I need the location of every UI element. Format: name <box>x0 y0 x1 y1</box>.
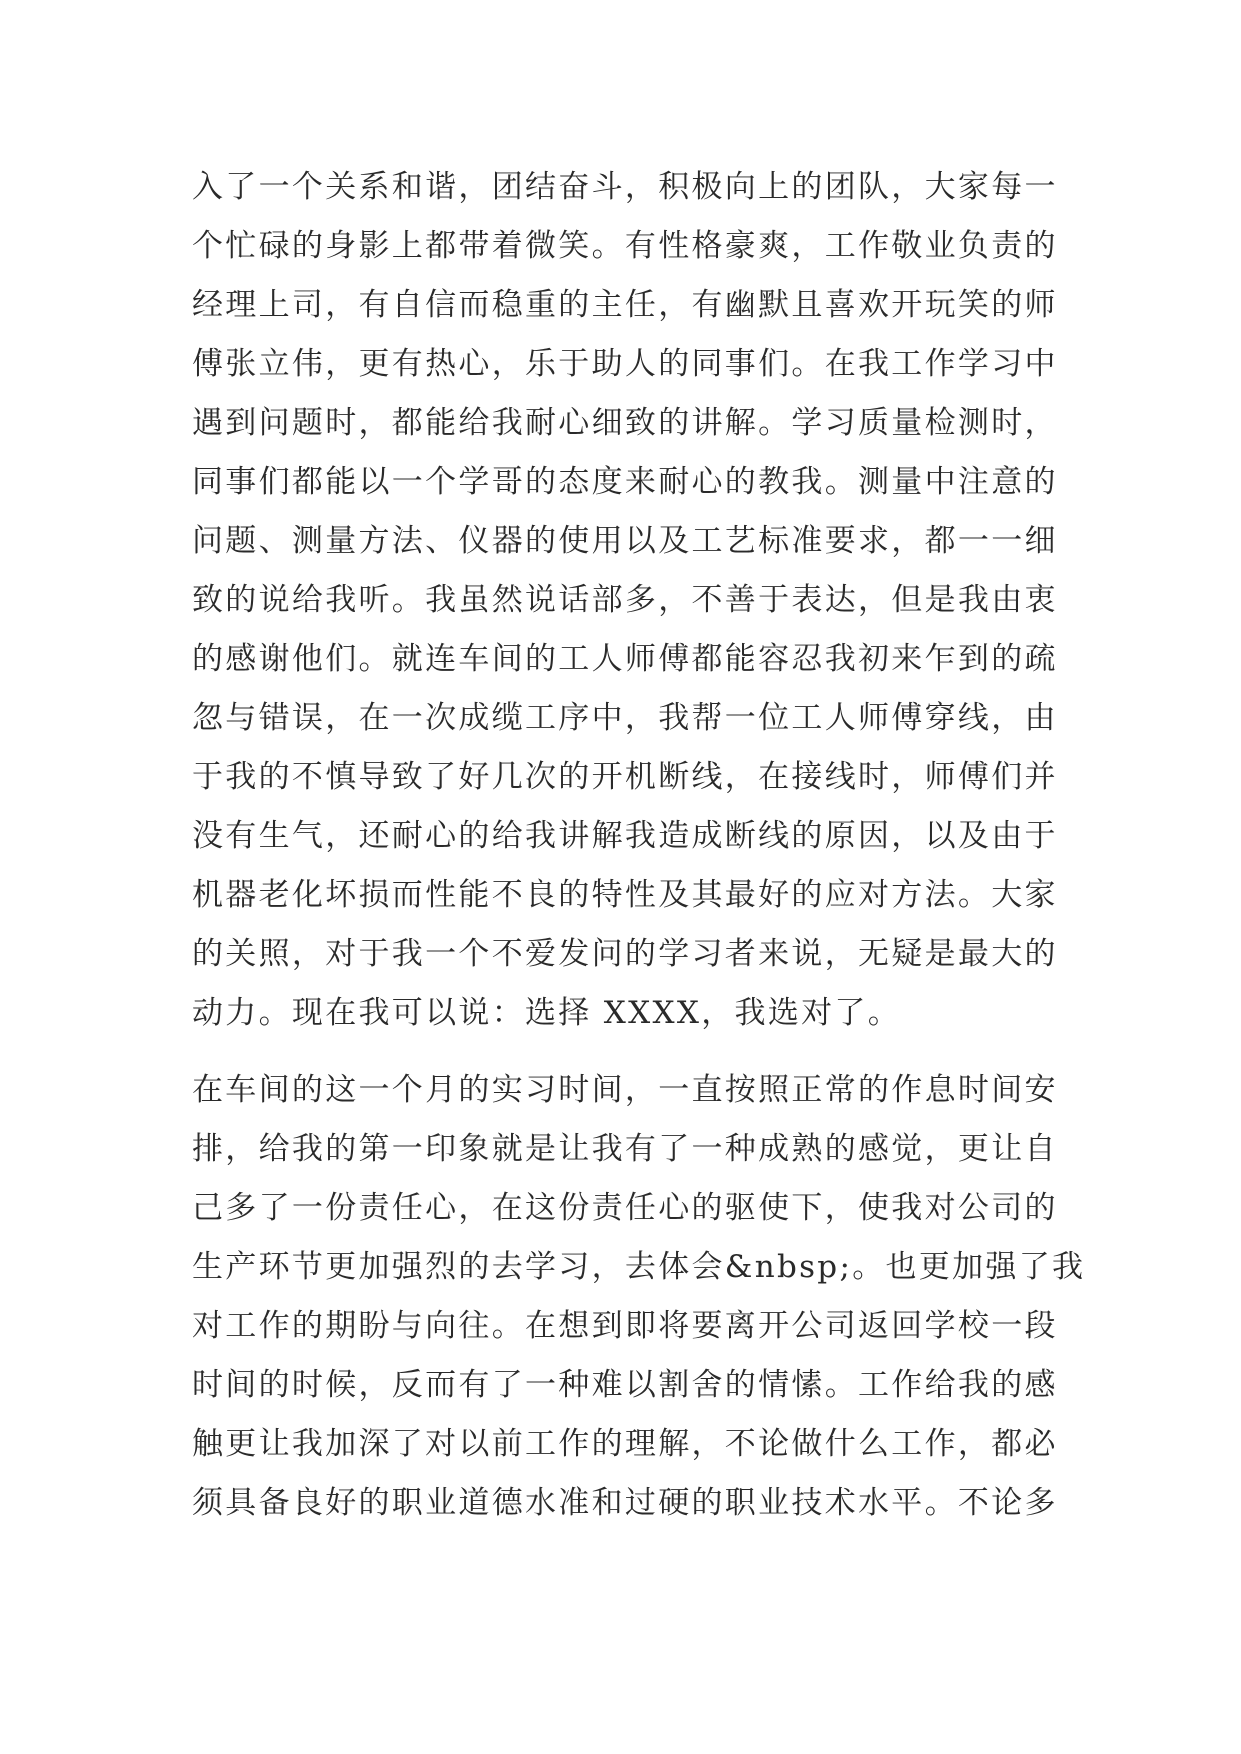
paragraph-line: 排，给我的第一印象就是让我有了一种成熟的感觉，更让自 <box>192 1131 1058 1167</box>
paragraph-line: 入了一个关系和谐，团结奋斗，积极向上的团队，大家每一 <box>192 169 1058 205</box>
paragraph-line: 遇到问题时，都能给我耐心细致的讲解。学习质量检测时， <box>192 405 1058 441</box>
paragraph-line: 个忙碌的身影上都带着微笑。有性格豪爽，工作敬业负责的 <box>192 228 1058 264</box>
paragraph-line: 触更让我加深了对以前工作的理解，不论做什么工作，都必 <box>192 1426 1058 1462</box>
paragraph-line: 没有生气，还耐心的给我讲解我造成断线的原因，以及由于 <box>192 818 1058 854</box>
paragraph-line: 对工作的期盼与向往。在想到即将要离开公司返回学校一段 <box>192 1308 1058 1344</box>
paragraph-2 <box>192 1061 1086 1533</box>
paragraph-line: 忽与错误，在一次成缆工序中，我帮一位工人师傅穿线，由 <box>192 700 1058 736</box>
paragraph-line: 于我的不慎导致了好几次的开机断线，在接线时，师傅们并 <box>192 759 1058 795</box>
paragraph-line: 同事们都能以一个学哥的态度来耐心的教我。测量中注意的 <box>192 464 1058 500</box>
paragraph-1 <box>192 158 1072 1043</box>
paragraph-line: 问题、测量方法、仪器的使用以及工艺标准要求，都一一细 <box>192 523 1058 559</box>
paragraph-line: 须具备良好的职业道德水准和过硬的职业技术水平。不论多 <box>192 1485 1058 1521</box>
paragraph-line: 在车间的这一个月的实习时间，一直按照正常的作息时间安 <box>192 1072 1058 1108</box>
paragraph-line: 致的说给我听。我虽然说话部多，不善于表达，但是我由衷 <box>192 582 1058 618</box>
paragraph-line: 动力。现在我可以说：选择 XXXX，我选对了。 <box>192 995 902 1031</box>
paragraph-line: 的感谢他们。就连车间的工人师傅都能容忍我初来乍到的疏 <box>192 641 1058 677</box>
paragraph-line: 时间的时候，反而有了一种难以割舍的情愫。工作给我的感 <box>192 1367 1058 1403</box>
paragraph-line: 机器老化坏损而性能不良的特性及其最好的应对方法。大家 <box>192 877 1058 913</box>
paragraph-line: 的关照，对于我一个不爱发问的学习者来说，无疑是最大的 <box>192 936 1058 972</box>
paragraph-line: 经理上司，有自信而稳重的主任，有幽默且喜欢开玩笑的师 <box>192 287 1058 323</box>
paragraph-line: 傅张立伟，更有热心，乐于助人的同事们。在我工作学习中 <box>192 346 1058 382</box>
paragraph-line: 己多了一份责任心，在这份责任心的驱使下，使我对公司的 <box>192 1190 1058 1226</box>
paragraph-line: 生产环节更加强烈的去学习，去体会&nbsp;。也更加强了我 <box>192 1249 1086 1285</box>
